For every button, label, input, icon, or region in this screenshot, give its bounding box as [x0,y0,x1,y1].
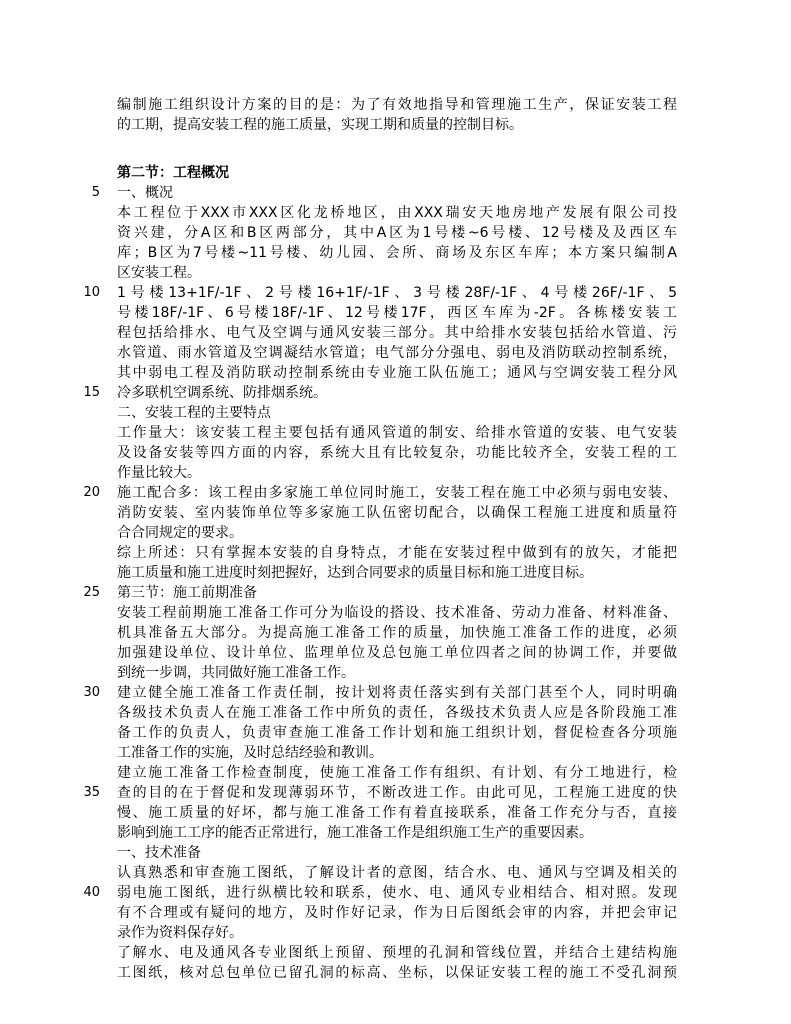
text-line: 安装工程前期施工准备工作可分为临设的搭设、技术准备、劳动力准备、材料准备、 [117,605,677,621]
text-line: 认真熟悉和审查施工图纸，了解设计者的意图，结合水、电、通风与空调及相关的 [117,865,677,881]
text-line: 冷多联机空调系统、防排烟系统。 [117,385,327,401]
text-line: 机具准备五大部分。为提高施工准备工作的质量，加快施工准备工作的进度，必须 [117,625,677,641]
subheading: 一、技术准备 [117,845,201,861]
text-line: 消防安装、室内装饰单位等多家施工队伍密切配合，以确保工程施工进度和质量符 [117,505,677,521]
text-line: 录作为资料保存好。 [117,925,243,941]
text-line: 综上所述：只有掌握本安装的自身特点，才能在安装过程中做到有的放矢，才能把 [117,545,677,561]
text-line: 慢、施工质量的好坏，都与施工准备工作有着直接联系，准备工作充分与否，直接 [117,805,677,821]
line-number: 10 [83,285,100,300]
text-line: 作量比较大。 [117,465,201,481]
text-line: 资兴建，分A区和B区两部分，其中A区为1号楼~6号楼、12号楼及及西区车 [117,225,677,241]
text-line: 1号楼13+1F/-1F、2号楼16+1F/-1F、3号楼28F/-1F、4号楼26F/-1F、5 [117,285,677,301]
text-line: 区安装工程。 [117,265,201,281]
text-line: 号楼18F/-1F、6号楼18F/-1F、12号楼17F，西区车库为-2F。各栋楼安装工 [117,305,677,321]
text-line: 合合同规定的要求。 [117,525,243,541]
text-line: 水管道、雨水管道及空调凝结水管道；电气部分分强电、弱电及消防联动控制系统， [117,345,677,361]
section-heading: 第二节：工程概况 [117,165,229,181]
text-line: 及设备安装等四方面的内容，系统大且有比较复杂，功能比较齐全，安装工程的工 [117,445,677,461]
subheading: 一、概况 [117,185,173,201]
text-line: 加强建设单位、设计单位、监理单位及总包施工单位四者之间的协调工作，并要做 [117,645,677,661]
line-number: 40 [83,885,100,900]
line-number: 5 [91,185,100,200]
text-line: 其中弱电工程及消防联动控制系统由专业施工队伍施工；通风与空调安装工程分风 [117,365,677,381]
text-line: 施工质量和施工进度时刻把握好，达到合同要求的质量目标和施工进度目标。 [117,565,593,581]
text-line: 有不合理或有疑问的地方，及时作好记录，作为日后图纸会审的内容，并把会审记 [117,905,677,921]
text-line: 本工程位于XXX市XXX区化龙桥地区，由XXX瑞安天地房地产发展有限公司投 [117,205,677,221]
text-line: 库；B区为7号楼~11号楼、幼儿园、会所、商场及东区车库；本方案只编制A [117,245,677,261]
section-title: 第三节：施工前期准备 [117,585,257,601]
text-line: 弱电施工图纸，进行纵横比较和联系，使水、电、通风专业相结合、相对照。发现 [117,885,677,901]
text-line: 查的目的在于督促和发现薄弱环节，不断改进工作。由此可见，工程施工进度的快 [117,785,677,801]
text-line: 工图纸，核对总包单位已留孔洞的标高、坐标，以保证安装工程的施工不受孔洞预 [117,965,677,981]
text-line: 工作量大：该安装工程主要包括有通风管道的制安、给排水管道的安装、电气安装 [117,425,677,441]
text-line: 程包括给排水、电气及空调与通风安装三部分。其中给排水安装包括给水管道、污 [117,325,677,341]
text-line: 工准备工作的实施，及时总结经验和教训。 [117,745,383,761]
text-line: 备工作的负责人，负责审查施工准备工作计划和施工组织计划，督促检查各分项施 [117,725,677,741]
line-number: 30 [83,685,100,700]
text-line: 建立健全施工准备工作责任制，按计划将责任落实到有关部门甚至个人，同时明确 [117,685,677,701]
text-line: 各级技术负责人在施工准备工作中所负的责任，各级技术负责人应是各阶段施工准 [117,705,677,721]
text-line: 的工期，提高安装工程的施工质量，实现工期和质量的控制目标。 [117,117,523,133]
line-number: 20 [83,485,100,500]
subheading: 二、安装工程的主要特点 [117,405,271,421]
text-line: 建立施工准备工作检查制度，使施工准备工作有组织、有计划、有分工地进行，检 [117,765,677,781]
text-line: 影响到施工工序的能否正常进行，施工准备工作是组织施工生产的重要因素。 [117,825,593,841]
line-number: 25 [83,585,100,600]
text-line: 到统一步调，共同做好施工准备工作。 [117,665,355,681]
text-line: 施工配合多：该工程由多家施工单位同时施工，安装工程在施工中必须与弱电安装、 [117,485,677,501]
line-number: 35 [83,785,100,800]
text-line: 编制施工组织设计方案的目的是：为了有效地指导和管理施工生产，保证安装工程 [117,97,677,113]
line-number: 15 [83,385,100,400]
text-line: 了解水、电及通风各专业图纸上预留、预埋的孔洞和管线位置，并结合土建结构施 [117,945,677,961]
